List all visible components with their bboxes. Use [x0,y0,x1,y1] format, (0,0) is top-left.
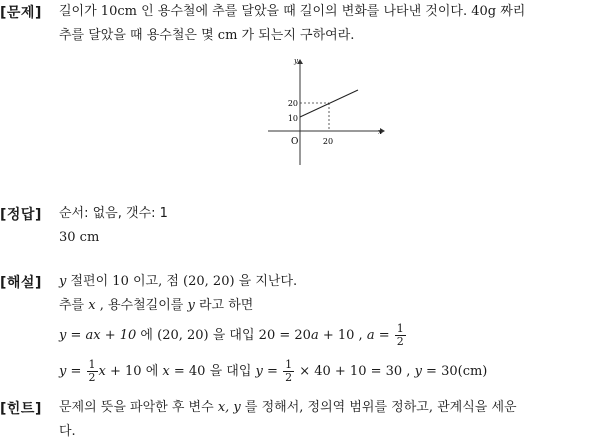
explanation-line-4 [59,354,586,390]
equals-sign: = [262,364,283,379]
y-tick-20: 20 [287,99,298,108]
y-tick-10: 10 [287,114,298,123]
problem-section [0,0,592,190]
origin-label: O [291,137,299,147]
var-y: y [414,364,422,379]
hint-text [59,396,586,444]
spring-length-graph [260,55,390,180]
var-y: y [255,364,263,379]
y-axis-label: y [294,57,298,65]
hint-line-1 [59,396,586,420]
explanation-section [0,270,592,388]
fraction-denominator: 2 [88,371,96,384]
var-x: x [162,364,170,379]
hint-l1-a: 문제의 뜻을 파악한 후 변수 [59,400,218,415]
answer-meta: 순서: 없음, 갯수: 1 [59,206,168,221]
equation: y = ax + 10 [59,328,137,343]
var-x: x [98,364,106,379]
answer-value: 30 cm [59,230,100,245]
explanation-l2-b: , 용수철길이를 [95,298,188,313]
x-axis-label: x [378,128,382,136]
fraction-half [87,359,98,384]
fraction-denominator: 2 [396,335,404,348]
explanation-line-2 [59,294,586,318]
explanation-line-1 [59,270,586,294]
hint-section [0,396,592,444]
answer-text [59,202,586,250]
explanation-l3-plus: + 10 , [318,328,367,343]
problem-line-1: 길이가 10cm 인 용수철에 추를 달았을 때 길이의 변화를 나타낸 것이다. 40g 짜리 [59,4,526,19]
explanation-l2-a: 추를 [59,298,89,313]
fraction-numerator: 1 [396,322,404,335]
fraction-half [395,323,406,348]
hint-tag: [힌트] [0,401,42,417]
answer-section [0,202,592,254]
fraction-numerator: 1 [285,358,293,371]
fraction-denominator: 2 [285,371,293,384]
var-a: a [310,328,319,343]
var-a: a [366,328,375,343]
explanation-line-3 [59,318,586,354]
hint-l1-b: 를 정해서, 정의역 범위를 정하고, 관계식을 세운 [240,400,517,415]
explanation-l4-times: × 40 + 10 = 30 , [295,364,415,379]
hint-line-2: 다. [59,424,76,439]
var-y: y [59,364,67,379]
answer-tag: [정답] [0,207,42,223]
var-y: y [187,298,195,313]
explanation-l3-mid: 에 (20, 20) 을 대입 20 = 20 [136,328,311,343]
explanation-l2-c: 라고 하면 [194,298,254,313]
fraction-half [283,359,294,384]
fraction-numerator: 1 [88,358,96,371]
var-x: x [88,298,96,313]
problem-line-2: 추를 달았을 때 용수철은 몇 cm 가 되는지 구하여라. [59,28,355,43]
equals-sign: = [66,364,86,379]
problem-tag: [문제] [0,5,42,21]
explanation-l4-eq40: = 40 을 대입 [169,364,256,379]
problem-text [59,0,586,48]
var-y: y [59,274,67,289]
explanation-l1-text: 절편이 10 이고, 점 (20, 20) 을 지난다. [66,274,298,289]
explanation-text [59,270,586,390]
equals-sign: = [374,328,394,343]
explanation-l4-plus: + 10 에 [105,364,163,379]
x-tick-20: 20 [322,137,334,146]
explanation-tag: [해설] [0,275,42,291]
hint-vars: x, y [217,400,241,415]
explanation-l4-end: = 30(cm) [421,364,488,379]
